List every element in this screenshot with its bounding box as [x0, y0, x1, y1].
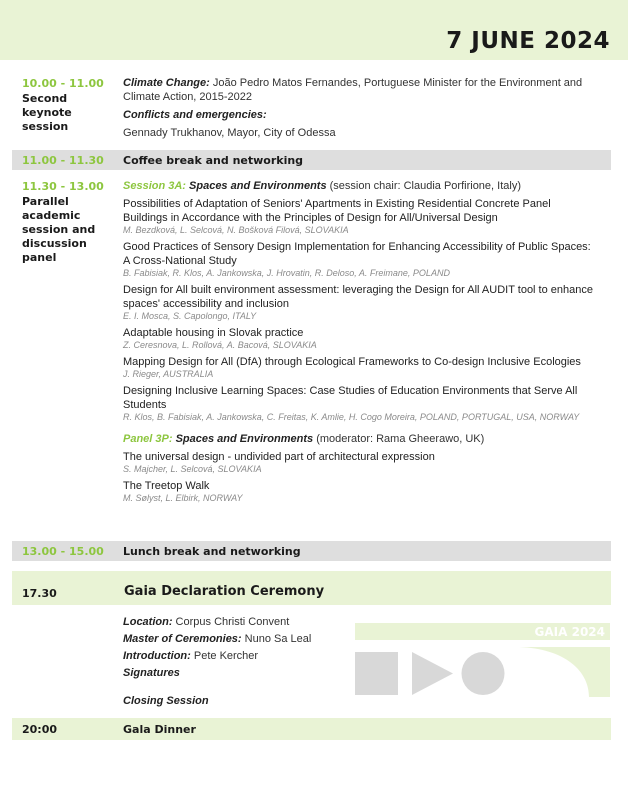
paper-title: Mapping Design for All (DfA) through Ecological Frameworks to Co-design Inclusive Ecologies [123, 356, 581, 368]
paper-item [123, 240, 593, 279]
paper-item [123, 197, 593, 236]
paper-authors: M. Bezdková, L. Selcová, N. Bošková Filová, SLOVAKIA [123, 225, 349, 235]
paper-authors: E. I. Mosca, S. Capolongo, ITALY [123, 311, 257, 321]
parallel-label: Parallel academic session and discussion panel [22, 195, 96, 264]
paper-title: The universal design - undivided part of architectural expression [123, 451, 435, 463]
paper-authors: B. Fabisiak, R. Klos, A. Jankowska, J. Hrovatin, R. Deloso, A. Freimane, POLAND [123, 268, 450, 278]
parallel-time: 11.30 - 13.00 [22, 180, 104, 193]
paper-item [123, 450, 593, 475]
lunch-time: 13.00 - 15.00 [22, 545, 104, 558]
panel-heading: Panel 3P: Spaces and Environments (moderator: Rama Gheerawo, UK) [123, 433, 485, 445]
gala-title: Gala Dinner [123, 723, 196, 736]
paper-authors: M. Sølyst, L. Elbirk, NORWAY [123, 493, 243, 503]
lunch-title: Lunch break and networking [123, 545, 301, 558]
keynote-label: Second keynote session [22, 92, 72, 133]
lunch-break-row [12, 541, 611, 561]
keynote-content [123, 76, 593, 140]
ceremony-time: 17.30 [22, 587, 57, 600]
page-date: 7 JUNE 2024 [446, 28, 610, 54]
paper-authors: R. Klos, B. Fabisiak, A. Jankowska, C. Freitas, K. Amlie, H. Cogo Moreira, POLAND, PORTUGAL, USA, NORWAY [123, 412, 580, 422]
keynote-line: Climate Change: João Pedro Matos Fernandes, Portuguese Minister for the Environment and Climate Action, 2015-2022 [123, 77, 583, 103]
gaia-logo [355, 623, 610, 697]
ceremony-detail: Master of Ceremonies: Nuno Sa Leal [123, 633, 312, 645]
gala-time: 20:00 [22, 723, 58, 736]
session-heading: Session 3A: Spaces and Environments (session chair: Claudia Porfirione, Italy) [123, 180, 521, 192]
ceremony-detail: Introduction: Pete Kercher [123, 650, 259, 662]
paper-item [123, 384, 593, 423]
paper-title: Possibilities of Adaptation of Seniors' Apartments in Existing Residential Concrete Panel Buildings in Accordance with the Principles of Design for All/Universal Design [123, 198, 551, 224]
logo-triangle-shape [412, 652, 453, 695]
ceremony-detail: Signatures [123, 667, 180, 679]
logo-circle-shape [462, 652, 505, 695]
paper-authors: J. Rieger, AUSTRALIA [123, 369, 214, 379]
paper-title: The Treetop Walk [123, 480, 210, 492]
logo-curve [515, 647, 610, 697]
paper-title: Design for All built environment assessment: leveraging the Design for All AUDIT tool to enhance spaces' accessibility and inclusion [123, 284, 593, 310]
keynote-line: Gennady Trukhanov, Mayor, City of Odessa [123, 127, 336, 139]
coffee-time: 11.00 - 11.30 [22, 154, 104, 167]
ceremony-detail: Closing Session [123, 695, 209, 707]
paper-title: Good Practices of Sensory Design Implementation for Enhancing Accessibility of Public Spaces: A Cross-National Study [123, 241, 591, 267]
gala-dinner-row [12, 718, 611, 740]
ceremony-details [123, 615, 353, 708]
keynote-time: 10.00 - 11.00 [22, 77, 104, 90]
logo-text: GAIA 2024 [534, 625, 605, 639]
logo-square-shape [355, 652, 398, 695]
paper-item [123, 355, 593, 380]
paper-item [123, 479, 593, 504]
paper-item [123, 326, 593, 351]
paper-authors: S. Majcher, L. Selcová, SLOVAKIA [123, 464, 262, 474]
ceremony-band [12, 571, 611, 605]
paper-authors: Z. Ceresnova, L. Rollová, A. Bacová, SLOVAKIA [123, 340, 317, 350]
paper-title: Designing Inclusive Learning Spaces: Case Studies of Education Environments that Serve All Students [123, 385, 578, 411]
parallel-content [123, 179, 593, 504]
date-header [0, 0, 628, 60]
paper-title: Adaptable housing in Slovak practice [123, 327, 304, 339]
coffee-title: Coffee break and networking [123, 154, 304, 167]
ceremony-detail: Location: Corpus Christi Convent [123, 616, 290, 628]
coffee-break-row [12, 150, 611, 170]
keynote-line: Conflicts and emergencies: [123, 109, 267, 121]
paper-item [123, 283, 593, 322]
ceremony-title: Gaia Declaration Ceremony [124, 584, 325, 599]
